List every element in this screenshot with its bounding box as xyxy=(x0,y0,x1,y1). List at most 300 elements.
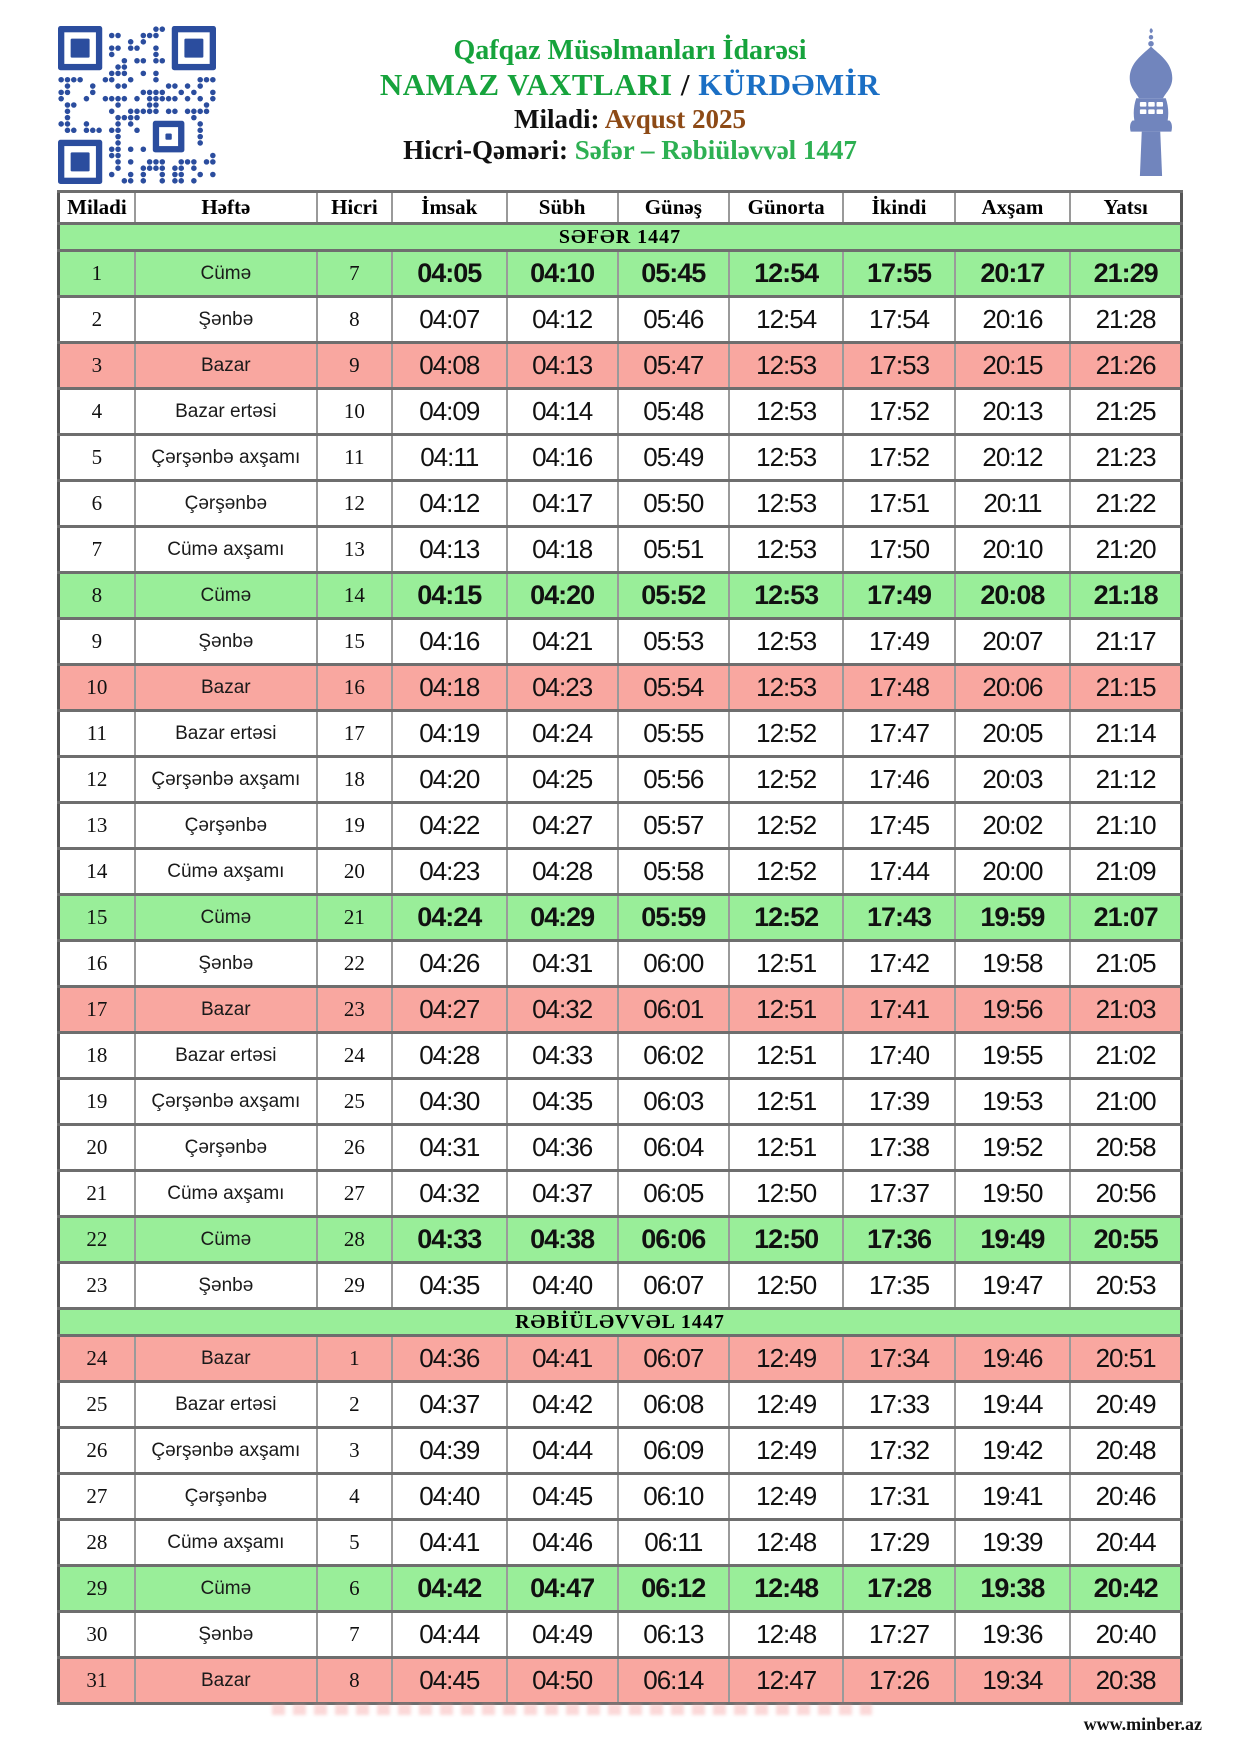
cell-time-gunorta: 12:49 xyxy=(729,1336,844,1382)
cell-time-subh: 04:47 xyxy=(507,1566,618,1612)
cell-miladi: 29 xyxy=(59,1566,135,1612)
cell-time-gunes: 06:07 xyxy=(618,1336,729,1382)
cell-time-gunes: 06:00 xyxy=(618,941,729,987)
cell-weekday: Şənbə xyxy=(135,941,317,987)
cell-time-gunorta: 12:49 xyxy=(729,1428,844,1474)
table-row xyxy=(59,1612,1182,1658)
cell-time-gunorta: 12:53 xyxy=(729,343,844,389)
table-row xyxy=(59,1171,1182,1217)
cell-hicri: 3 xyxy=(317,1428,392,1474)
cell-hicri: 21 xyxy=(317,895,392,941)
column-header-günəş: Günəş xyxy=(618,192,729,224)
cell-time-imsak: 04:31 xyxy=(392,1125,507,1171)
cell-time-gunorta: 12:53 xyxy=(729,619,844,665)
cell-miladi: 6 xyxy=(59,481,135,527)
cell-time-imsak: 04:44 xyxy=(392,1612,507,1658)
cell-miladi: 20 xyxy=(59,1125,135,1171)
cell-miladi: 17 xyxy=(59,987,135,1033)
cell-hicri: 22 xyxy=(317,941,392,987)
column-header-həftə: Həftə xyxy=(135,192,317,224)
cell-time-gunorta: 12:54 xyxy=(729,251,844,297)
table-row xyxy=(59,297,1182,343)
cell-time-ikindi: 17:54 xyxy=(843,297,954,343)
cell-time-gunorta: 12:53 xyxy=(729,435,844,481)
cell-time-subh: 04:10 xyxy=(507,251,618,297)
cell-time-axsam: 19:47 xyxy=(955,1263,1071,1309)
hicri-line xyxy=(210,135,1050,167)
cell-time-ikindi: 17:33 xyxy=(843,1382,954,1428)
table-row xyxy=(59,1474,1182,1520)
cell-time-ikindi: 17:47 xyxy=(843,711,954,757)
cell-time-gunes: 05:55 xyxy=(618,711,729,757)
table-row xyxy=(59,1125,1182,1171)
cell-hicri: 26 xyxy=(317,1125,392,1171)
cell-time-axsam: 19:42 xyxy=(955,1428,1071,1474)
cell-time-ikindi: 17:36 xyxy=(843,1217,954,1263)
cell-time-gunorta: 12:51 xyxy=(729,987,844,1033)
cell-time-imsak: 04:32 xyxy=(392,1171,507,1217)
minaret-icon xyxy=(1114,26,1188,178)
cell-time-ikindi: 17:31 xyxy=(843,1474,954,1520)
cell-weekday: Cümə xyxy=(135,895,317,941)
cell-time-subh: 04:31 xyxy=(507,941,618,987)
footer-site-text: www.minber.az xyxy=(1083,1714,1202,1734)
cell-hicri: 20 xyxy=(317,849,392,895)
section-title: RƏBİÜLƏVVƏL 1447 xyxy=(59,1309,1182,1336)
cell-time-imsak: 04:28 xyxy=(392,1033,507,1079)
cell-time-imsak: 04:39 xyxy=(392,1428,507,1474)
cell-time-gunorta: 12:52 xyxy=(729,895,844,941)
cell-time-yatsi: 21:15 xyxy=(1070,665,1181,711)
cell-time-ikindi: 17:48 xyxy=(843,665,954,711)
cell-time-subh: 04:28 xyxy=(507,849,618,895)
cell-time-yatsi: 21:22 xyxy=(1070,481,1181,527)
cell-time-subh: 04:23 xyxy=(507,665,618,711)
cell-time-gunes: 05:49 xyxy=(618,435,729,481)
cell-time-ikindi: 17:38 xyxy=(843,1125,954,1171)
cell-time-gunes: 05:48 xyxy=(618,389,729,435)
cell-time-gunes: 06:04 xyxy=(618,1125,729,1171)
cell-hicri: 14 xyxy=(317,573,392,619)
cell-time-axsam: 19:49 xyxy=(955,1217,1071,1263)
cell-weekday: Bazar xyxy=(135,987,317,1033)
cell-time-ikindi: 17:50 xyxy=(843,527,954,573)
column-header-axşam: Axşam xyxy=(955,192,1071,224)
table-row xyxy=(59,1079,1182,1125)
cell-time-subh: 04:21 xyxy=(507,619,618,665)
cell-time-yatsi: 20:58 xyxy=(1070,1125,1181,1171)
cell-time-ikindi: 17:34 xyxy=(843,1336,954,1382)
cell-time-yatsi: 20:40 xyxy=(1070,1612,1181,1658)
org-title: Qafqaz Müsəlmanları İdarəsi xyxy=(453,35,807,66)
cell-time-gunorta: 12:53 xyxy=(729,573,844,619)
cell-time-ikindi: 17:27 xyxy=(843,1612,954,1658)
cell-time-imsak: 04:33 xyxy=(392,1217,507,1263)
miladi-value: Avqust 2025 xyxy=(604,103,747,134)
cell-time-gunorta: 12:51 xyxy=(729,941,844,987)
cell-hicri: 11 xyxy=(317,435,392,481)
cell-miladi: 24 xyxy=(59,1336,135,1382)
cell-time-yatsi: 21:00 xyxy=(1070,1079,1181,1125)
cell-time-gunes: 05:54 xyxy=(618,665,729,711)
cell-time-imsak: 04:41 xyxy=(392,1520,507,1566)
miladi-line xyxy=(210,104,1050,136)
cell-miladi: 10 xyxy=(59,665,135,711)
cell-weekday: Cümə xyxy=(135,251,317,297)
cell-time-subh: 04:38 xyxy=(507,1217,618,1263)
cell-time-subh: 04:17 xyxy=(507,481,618,527)
table-row xyxy=(59,527,1182,573)
page-title-main: NAMAZ VAXTLARI xyxy=(379,67,673,103)
table-row xyxy=(59,389,1182,435)
cell-time-subh: 04:29 xyxy=(507,895,618,941)
column-header-yatsı: Yatsı xyxy=(1070,192,1181,224)
cell-time-axsam: 20:05 xyxy=(955,711,1071,757)
cell-time-ikindi: 17:40 xyxy=(843,1033,954,1079)
cell-miladi: 26 xyxy=(59,1428,135,1474)
table-row xyxy=(59,987,1182,1033)
cell-time-gunes: 05:53 xyxy=(618,619,729,665)
cell-time-axsam: 19:55 xyxy=(955,1033,1071,1079)
cell-time-subh: 04:33 xyxy=(507,1033,618,1079)
cell-time-yatsi: 21:29 xyxy=(1070,251,1181,297)
cell-hicri: 5 xyxy=(317,1520,392,1566)
cell-time-gunes: 06:05 xyxy=(618,1171,729,1217)
cell-time-gunorta: 12:49 xyxy=(729,1474,844,1520)
cell-time-imsak: 04:16 xyxy=(392,619,507,665)
cell-time-axsam: 19:56 xyxy=(955,987,1071,1033)
cell-time-axsam: 19:44 xyxy=(955,1382,1071,1428)
cell-time-axsam: 20:11 xyxy=(955,481,1071,527)
cell-time-yatsi: 21:28 xyxy=(1070,297,1181,343)
cell-weekday: Şənbə xyxy=(135,1612,317,1658)
cell-time-gunes: 06:12 xyxy=(618,1566,729,1612)
cell-time-gunes: 05:56 xyxy=(618,757,729,803)
cell-hicri: 17 xyxy=(317,711,392,757)
cell-weekday: Cümə axşamı xyxy=(135,1171,317,1217)
cell-time-gunes: 05:58 xyxy=(618,849,729,895)
cell-time-gunes: 05:46 xyxy=(618,297,729,343)
page-title-city: KÜRDƏMİR xyxy=(698,67,881,103)
cell-time-yatsi: 20:49 xyxy=(1070,1382,1181,1428)
cell-time-ikindi: 17:52 xyxy=(843,435,954,481)
cell-time-yatsi: 21:05 xyxy=(1070,941,1181,987)
cell-weekday: Bazar ertəsi xyxy=(135,389,317,435)
cell-miladi: 25 xyxy=(59,1382,135,1428)
cell-time-subh: 04:20 xyxy=(507,573,618,619)
cell-time-subh: 04:24 xyxy=(507,711,618,757)
cell-weekday: Cümə axşamı xyxy=(135,1520,317,1566)
column-header-hicri: Hicri xyxy=(317,192,392,224)
cell-hicri: 6 xyxy=(317,1566,392,1612)
table-row xyxy=(59,1217,1182,1263)
cell-time-gunorta: 12:52 xyxy=(729,849,844,895)
cell-time-ikindi: 17:45 xyxy=(843,803,954,849)
table-row xyxy=(59,941,1182,987)
cell-weekday: Çərşənbə axşamı xyxy=(135,1079,317,1125)
cell-time-gunes: 05:59 xyxy=(618,895,729,941)
column-header-günorta: Günorta xyxy=(729,192,844,224)
qr-code-icon xyxy=(58,26,216,184)
cell-weekday: Çərşənbə xyxy=(135,1474,317,1520)
cell-time-axsam: 20:13 xyxy=(955,389,1071,435)
cell-time-gunes: 06:06 xyxy=(618,1217,729,1263)
cell-time-ikindi: 17:26 xyxy=(843,1658,954,1704)
cell-hicri: 8 xyxy=(317,1658,392,1704)
cell-time-yatsi: 21:14 xyxy=(1070,711,1181,757)
cell-weekday: Çərşənbə xyxy=(135,481,317,527)
cell-time-ikindi: 17:42 xyxy=(843,941,954,987)
cell-time-subh: 04:37 xyxy=(507,1171,618,1217)
cell-time-subh: 04:16 xyxy=(507,435,618,481)
cell-time-axsam: 19:53 xyxy=(955,1079,1071,1125)
cell-time-axsam: 19:38 xyxy=(955,1566,1071,1612)
cell-hicri: 27 xyxy=(317,1171,392,1217)
cell-hicri: 24 xyxy=(317,1033,392,1079)
cell-time-subh: 04:32 xyxy=(507,987,618,1033)
cell-miladi: 7 xyxy=(59,527,135,573)
section-title: SƏFƏR 1447 xyxy=(59,224,1182,251)
cell-time-imsak: 04:15 xyxy=(392,573,507,619)
cell-time-ikindi: 17:41 xyxy=(843,987,954,1033)
cell-time-yatsi: 20:56 xyxy=(1070,1171,1181,1217)
column-header-miladi: Miladi xyxy=(59,192,135,224)
cell-weekday: Bazar ertəsi xyxy=(135,1033,317,1079)
table-row xyxy=(59,1033,1182,1079)
cell-time-imsak: 04:30 xyxy=(392,1079,507,1125)
cell-time-imsak: 04:27 xyxy=(392,987,507,1033)
cell-miladi: 28 xyxy=(59,1520,135,1566)
cell-time-subh: 04:12 xyxy=(507,297,618,343)
hicri-label: Hicri-Qəməri: xyxy=(403,135,575,166)
table-row xyxy=(59,895,1182,941)
cell-time-axsam: 20:02 xyxy=(955,803,1071,849)
cell-time-yatsi: 20:46 xyxy=(1070,1474,1181,1520)
cell-hicri: 25 xyxy=(317,1079,392,1125)
table-row xyxy=(59,251,1182,297)
cell-time-yatsi: 20:53 xyxy=(1070,1263,1181,1309)
cell-miladi: 2 xyxy=(59,297,135,343)
cell-time-ikindi: 17:51 xyxy=(843,481,954,527)
cell-miladi: 5 xyxy=(59,435,135,481)
cell-weekday: Çərşənbə xyxy=(135,1125,317,1171)
cell-weekday: Çərşənbə axşamı xyxy=(135,435,317,481)
cell-time-ikindi: 17:46 xyxy=(843,757,954,803)
cell-time-ikindi: 17:55 xyxy=(843,251,954,297)
cell-time-subh: 04:18 xyxy=(507,527,618,573)
cell-time-ikindi: 17:49 xyxy=(843,619,954,665)
cell-miladi: 13 xyxy=(59,803,135,849)
cell-time-gunes: 06:11 xyxy=(618,1520,729,1566)
cell-time-ikindi: 17:32 xyxy=(843,1428,954,1474)
cell-time-axsam: 20:12 xyxy=(955,435,1071,481)
cell-time-subh: 04:40 xyxy=(507,1263,618,1309)
column-header-sübh: Sübh xyxy=(507,192,618,224)
table-row xyxy=(59,481,1182,527)
table-row xyxy=(59,849,1182,895)
cell-time-gunorta: 12:49 xyxy=(729,1382,844,1428)
cell-miladi: 23 xyxy=(59,1263,135,1309)
cell-time-gunes: 06:10 xyxy=(618,1474,729,1520)
cell-time-yatsi: 20:42 xyxy=(1070,1566,1181,1612)
cell-time-imsak: 04:18 xyxy=(392,665,507,711)
cell-hicri: 12 xyxy=(317,481,392,527)
cell-miladi: 27 xyxy=(59,1474,135,1520)
cell-time-imsak: 04:05 xyxy=(392,251,507,297)
cell-time-gunes: 06:07 xyxy=(618,1263,729,1309)
cell-time-ikindi: 17:35 xyxy=(843,1263,954,1309)
cell-time-subh: 04:13 xyxy=(507,343,618,389)
cell-hicri: 18 xyxy=(317,757,392,803)
cell-time-axsam: 19:36 xyxy=(955,1612,1071,1658)
cell-time-axsam: 19:41 xyxy=(955,1474,1071,1520)
table-row xyxy=(59,665,1182,711)
cell-hicri: 7 xyxy=(317,1612,392,1658)
cell-time-yatsi: 21:20 xyxy=(1070,527,1181,573)
cell-time-subh: 04:42 xyxy=(507,1382,618,1428)
cell-time-gunorta: 12:52 xyxy=(729,803,844,849)
cell-hicri: 13 xyxy=(317,527,392,573)
cell-time-axsam: 19:59 xyxy=(955,895,1071,941)
cell-time-axsam: 20:15 xyxy=(955,343,1071,389)
table-row xyxy=(59,1658,1182,1704)
cell-time-ikindi: 17:53 xyxy=(843,343,954,389)
cell-time-axsam: 20:17 xyxy=(955,251,1071,297)
cell-miladi: 30 xyxy=(59,1612,135,1658)
hicri-value: Səfər – Rəbiüləvvəl 1447 xyxy=(574,135,857,166)
cell-time-imsak: 04:45 xyxy=(392,1658,507,1704)
cell-time-gunes: 06:09 xyxy=(618,1428,729,1474)
cell-time-imsak: 04:36 xyxy=(392,1336,507,1382)
table-row xyxy=(59,435,1182,481)
cell-time-yatsi: 21:10 xyxy=(1070,803,1181,849)
cell-weekday: Bazar ertəsi xyxy=(135,1382,317,1428)
cell-time-yatsi: 20:55 xyxy=(1070,1217,1181,1263)
cell-time-yatsi: 21:25 xyxy=(1070,389,1181,435)
table-row xyxy=(59,1263,1182,1309)
cell-hicri: 28 xyxy=(317,1217,392,1263)
cell-hicri: 7 xyxy=(317,251,392,297)
cell-time-axsam: 20:08 xyxy=(955,573,1071,619)
cell-time-imsak: 04:07 xyxy=(392,297,507,343)
cell-weekday: Çərşənbə xyxy=(135,803,317,849)
cell-miladi: 14 xyxy=(59,849,135,895)
cell-time-gunorta: 12:50 xyxy=(729,1263,844,1309)
cell-weekday: Bazar xyxy=(135,1658,317,1704)
cell-time-gunorta: 12:47 xyxy=(729,1658,844,1704)
cell-miladi: 11 xyxy=(59,711,135,757)
cell-time-axsam: 19:50 xyxy=(955,1171,1071,1217)
cell-time-axsam: 20:00 xyxy=(955,849,1071,895)
cell-miladi: 22 xyxy=(59,1217,135,1263)
cell-time-yatsi: 20:48 xyxy=(1070,1428,1181,1474)
cell-hicri: 15 xyxy=(317,619,392,665)
cell-time-gunes: 05:52 xyxy=(618,573,729,619)
cell-hicri: 2 xyxy=(317,1382,392,1428)
cell-time-gunes: 06:01 xyxy=(618,987,729,1033)
cell-hicri: 10 xyxy=(317,389,392,435)
cell-hicri: 29 xyxy=(317,1263,392,1309)
cell-miladi: 1 xyxy=(59,251,135,297)
cell-time-imsak: 04:42 xyxy=(392,1566,507,1612)
table-row xyxy=(59,1566,1182,1612)
cell-time-subh: 04:44 xyxy=(507,1428,618,1474)
cell-time-gunorta: 12:53 xyxy=(729,481,844,527)
cell-hicri: 23 xyxy=(317,987,392,1033)
cell-time-yatsi: 20:38 xyxy=(1070,1658,1181,1704)
cell-time-axsam: 20:10 xyxy=(955,527,1071,573)
cell-weekday: Bazar xyxy=(135,665,317,711)
section-band-row xyxy=(59,224,1182,251)
cell-time-gunorta: 12:52 xyxy=(729,711,844,757)
table-row xyxy=(59,757,1182,803)
prayer-times-table xyxy=(57,190,1183,1705)
cell-hicri: 19 xyxy=(317,803,392,849)
cell-miladi: 3 xyxy=(59,343,135,389)
section-band-row xyxy=(59,1309,1182,1336)
cell-time-gunorta: 12:48 xyxy=(729,1566,844,1612)
cell-time-imsak: 04:22 xyxy=(392,803,507,849)
cell-time-imsak: 04:13 xyxy=(392,527,507,573)
table-row xyxy=(59,1382,1182,1428)
table-row xyxy=(59,1336,1182,1382)
cell-weekday: Cümə axşamı xyxy=(135,527,317,573)
cell-hicri: 9 xyxy=(317,343,392,389)
cell-time-imsak: 04:35 xyxy=(392,1263,507,1309)
cell-miladi: 4 xyxy=(59,389,135,435)
cell-time-ikindi: 17:37 xyxy=(843,1171,954,1217)
cell-time-yatsi: 21:12 xyxy=(1070,757,1181,803)
cell-time-gunes: 05:57 xyxy=(618,803,729,849)
cell-time-gunorta: 12:51 xyxy=(729,1079,844,1125)
cell-time-gunorta: 12:53 xyxy=(729,665,844,711)
cell-weekday: Şənbə xyxy=(135,1263,317,1309)
cell-time-axsam: 19:58 xyxy=(955,941,1071,987)
cell-miladi: 19 xyxy=(59,1079,135,1125)
cell-time-subh: 04:25 xyxy=(507,757,618,803)
cell-time-yatsi: 21:02 xyxy=(1070,1033,1181,1079)
cell-time-ikindi: 17:43 xyxy=(843,895,954,941)
cell-time-imsak: 04:37 xyxy=(392,1382,507,1428)
cell-time-imsak: 04:20 xyxy=(392,757,507,803)
cell-time-gunorta: 12:51 xyxy=(729,1125,844,1171)
cell-time-yatsi: 21:17 xyxy=(1070,619,1181,665)
cell-time-axsam: 19:46 xyxy=(955,1336,1071,1382)
cell-weekday: Bazar xyxy=(135,343,317,389)
cell-weekday: Çərşənbə axşamı xyxy=(135,1428,317,1474)
cell-hicri: 4 xyxy=(317,1474,392,1520)
table-row xyxy=(59,573,1182,619)
cell-miladi: 18 xyxy=(59,1033,135,1079)
cell-time-ikindi: 17:39 xyxy=(843,1079,954,1125)
cell-weekday: Çərşənbə axşamı xyxy=(135,757,317,803)
cell-time-yatsi: 21:07 xyxy=(1070,895,1181,941)
page-title-separator: / xyxy=(672,67,699,103)
cell-time-ikindi: 17:44 xyxy=(843,849,954,895)
table-row xyxy=(59,619,1182,665)
table-row xyxy=(59,1428,1182,1474)
cell-miladi: 9 xyxy=(59,619,135,665)
cell-time-gunes: 05:50 xyxy=(618,481,729,527)
cell-time-gunes: 05:47 xyxy=(618,343,729,389)
cell-time-imsak: 04:19 xyxy=(392,711,507,757)
cell-time-gunorta: 12:48 xyxy=(729,1520,844,1566)
cell-weekday: Bazar xyxy=(135,1336,317,1382)
cell-miladi: 31 xyxy=(59,1658,135,1704)
cell-time-imsak: 04:24 xyxy=(392,895,507,941)
cell-time-imsak: 04:40 xyxy=(392,1474,507,1520)
column-header-i̇msak: İmsak xyxy=(392,192,507,224)
